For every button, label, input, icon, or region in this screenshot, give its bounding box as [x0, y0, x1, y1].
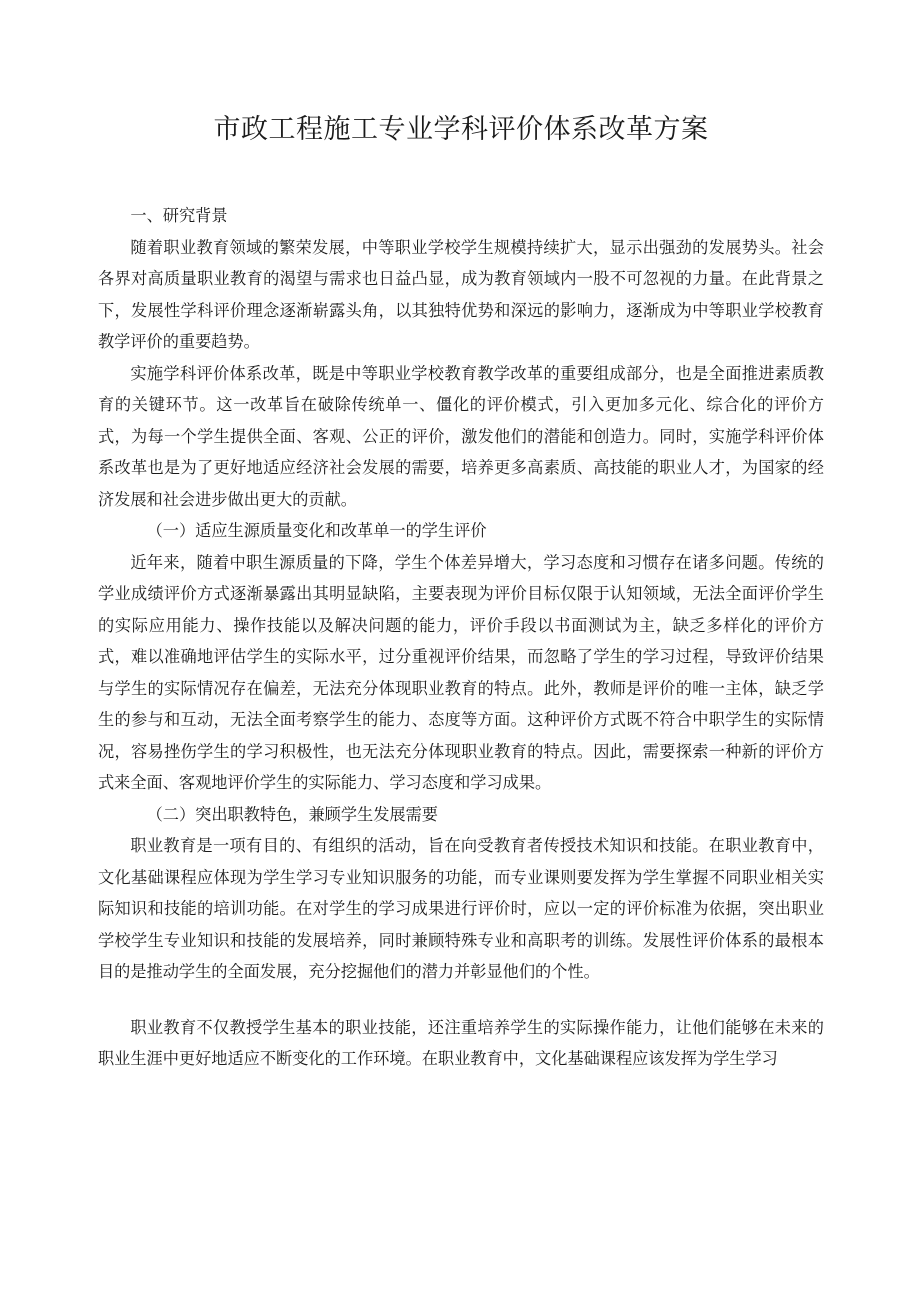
paragraph: 随着职业教育领域的繁荣发展，中等职业学校学生规模持续扩大，显示出强劲的发展势头。社会各界对高质量职业教育的渴望与需求也日益凸显，成为教育领域内一股不可忽视的力量。在此背景之下，发展性学科评价理念逐渐崭露头角，以其独特优势和深远的影响力，逐渐成为中等职业学校教育教学评价的重要趋势。	[98, 237, 824, 351]
paragraph: 近年来，随着中职生源质量的下降，学生个体差异增大，学习态度和习惯存在诸多问题。传统的学业成绩评价方式逐渐暴露出其明显缺陷，主要表现为评价目标仅限于认知领域，无法全面评价学生的实际应用能力、操作技能以及解决问题的能力，评价手段以书面测试为主，缺乏多样化的评价方式，难以准确地评估学生的实际水平，过分重视评价结果，而忽略了学生的学习过程，导致评价结果与学生的实际情况存在偏差，无法充分体现职业教育的特点。此外，教师是评价的唯一主体，缺乏学生的参与和互动，无法全面考察学生的能力、态度等方面。这种评价方式既不符合中职学生的实际情况，容易挫伤学生的学习积极性，也无法充分体现职业教育的特点。因此，需要探索一种新的评价方式来全面、客观地评价学生的实际能力、学习态度和学习成果。	[98, 552, 824, 792]
section-heading: 一、研究背景	[130, 206, 228, 225]
subsection-heading: （一）适应生源质量变化和改革单一的学生评价	[146, 521, 487, 540]
document-body	[98, 200, 824, 1075]
paragraph: 职业教育是一项有目的、有组织的活动，旨在向受教育者传授技术知识和技能。在职业教育中，文化基础课程应体现为学生学习专业知识服务的功能，而专业课则要发挥为学生掌握不同职业相关实际知识和技能的培训功能。在对学生的学习成果进行评价时，应以一定的评价标准为依据，突出职业学校学生专业知识和技能的发展培养，同时兼顾特殊专业和高职考的训练。发展性评价体系的最根本目的是推动学生的全面发展，充分挖掘他们的潜力并彰显他们的个性。	[98, 836, 824, 981]
document-title: 市政工程施工专业学科评价体系改革方案	[213, 114, 709, 145]
subsection-heading: （二）突出职教特色，兼顾学生发展需要	[146, 804, 438, 824]
paragraph: 实施学科评价体系改革，既是中等职业学校教育教学改革的重要组成部分，也是全面推进素质教育的关键环节。这一改革旨在破除传统单一、僵化的评价模式，引入更加多元化、综合化的评价方式，为每一个学生提供全面、客观、公正的评价，激发他们的潜能和创造力。同时，实施学科评价体系改革也是为了更好地适应经济社会发展的需要，培养更多高素质、高技能的职业人才，为国家的经济发展和社会进步做出更大的贡献。	[98, 363, 824, 509]
paragraph: 职业教育不仅教授学生基本的职业技能，还注重培养学生的实际操作能力，让他们能够在未来的职业生涯中更好地适应不断变化的工作环境。在职业教育中，文化基础课程应该发挥为学生学习	[98, 1017, 824, 1068]
